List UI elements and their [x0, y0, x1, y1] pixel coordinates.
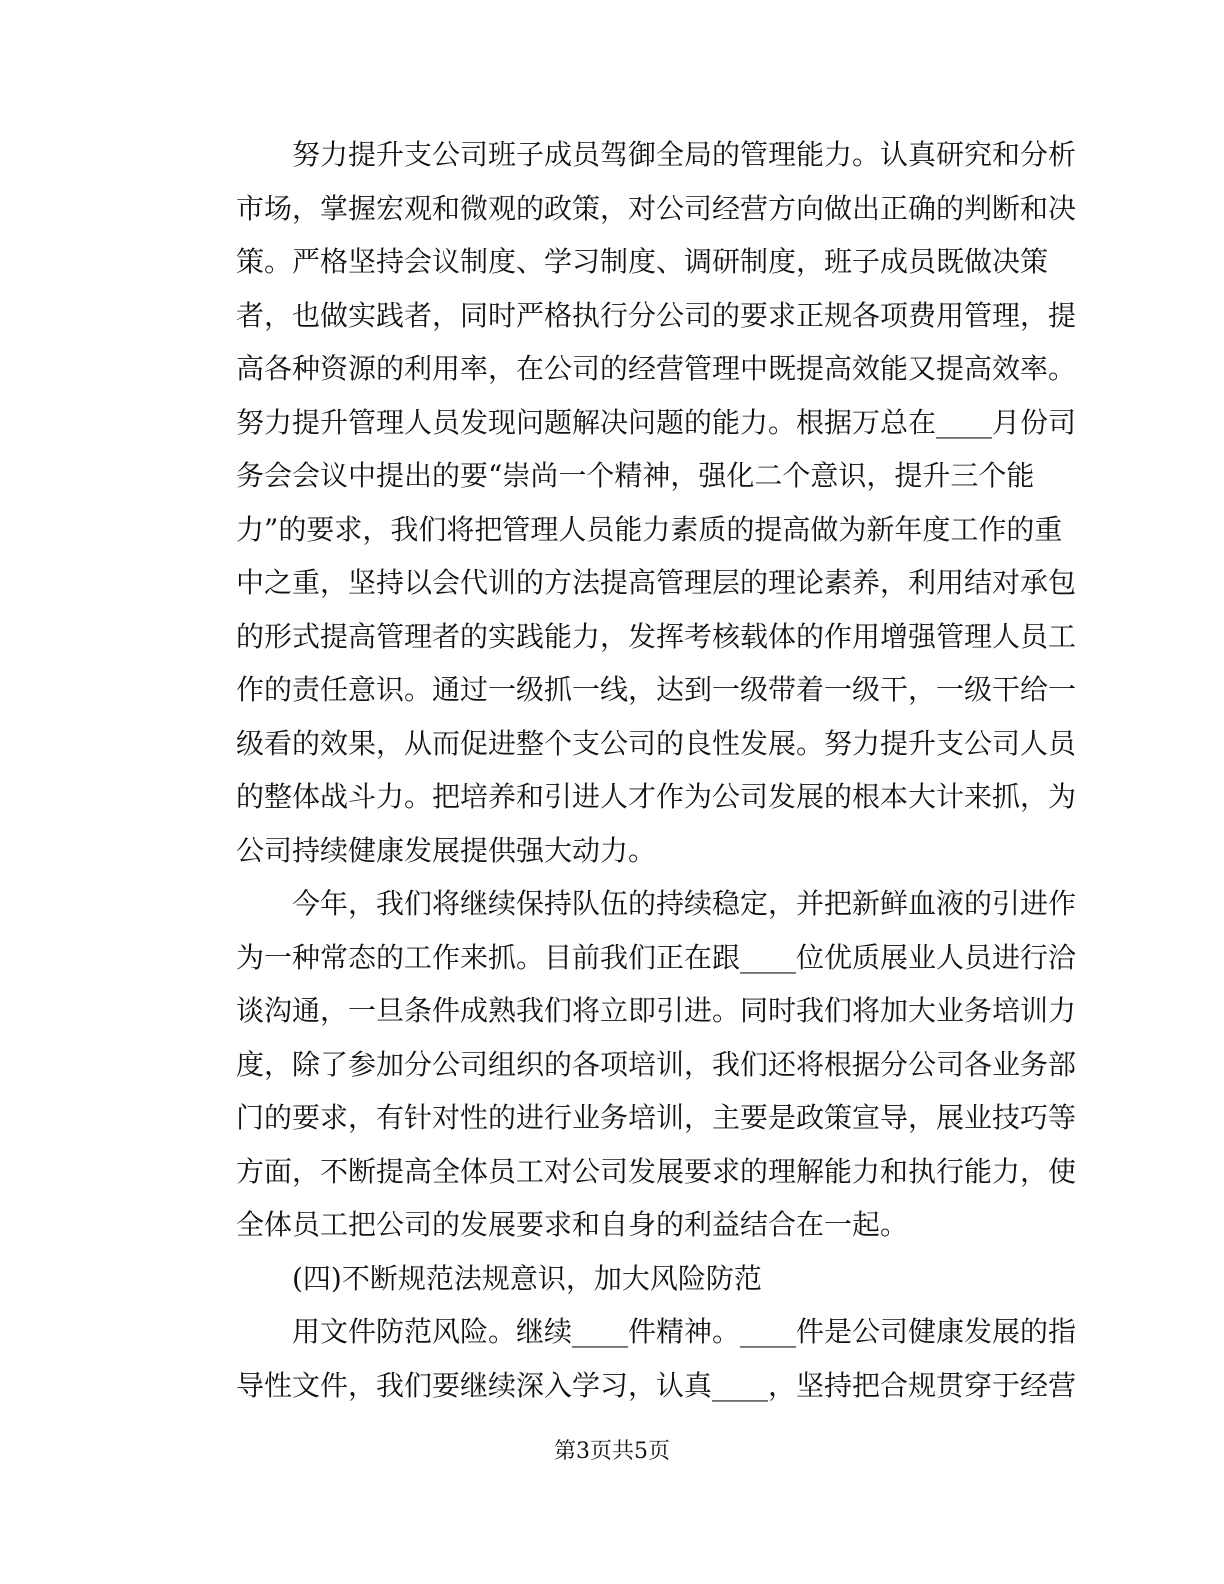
text-line: 者，也做实践者，同时严格执行分公司的要求正规各项费用管理，提 [236, 298, 1077, 332]
text-line: 全体员工把公司的发展要求和自身的利益结合在一起。 [236, 1208, 909, 1241]
section-heading [180, 1252, 1020, 1306]
text-line: 方面，不断提高全体员工对公司发展要求的理解能力和执行能力，使 [236, 1154, 1077, 1188]
text-line: 公司持续健康发展提供强大动力。 [236, 833, 657, 867]
text-line: 努力提升管理人员发现问题解决问题的能力。根据万总在____月份司 [236, 405, 1077, 439]
text-line: 高各种资源的利用率，在公司的经营管理中既提高效能又提高效率。 [236, 352, 1077, 385]
text-line: 策。严格坚持会议制度、学习制度、调研制度，班子成员既做决策 [236, 245, 1049, 278]
text-line: 务会会议中提出的要“崇尚一个精神，强化二个意识，提升三个能 [236, 459, 1035, 492]
text-line: 市场，掌握宏观和微观的政策，对公司经营方向做出正确的判断和决 [236, 191, 1077, 225]
page-number-footer: 第3页共5页 [554, 1439, 670, 1464]
text-line: 今年，我们将继续保持队伍的持续稳定，并把新鲜血液的引进作 [292, 887, 1077, 920]
paragraph-management [180, 128, 1077, 877]
text-line: 度，除了参加分公司组织的各项培训，我们还将根据分公司各业务部 [236, 1047, 1077, 1081]
text-line: 级看的效果，从而促进整个支公司的良性发展。努力提升支公司人员 [236, 726, 1077, 760]
text-line: 导性文件，我们要继续深入学习，认真____，坚持把合规贯穿于经营 [236, 1368, 1077, 1402]
text-line: 谈沟通，一旦条件成熟我们将立即引进。同时我们将加大业务培训力 [236, 994, 1077, 1027]
text-line: 努力提升支公司班子成员驾御全局的管理能力。认真研究和分析 [292, 138, 1077, 171]
text-line: 作的责任意识。通过一级抓一线，达到一级带着一级干，一级干给一 [236, 673, 1077, 706]
paragraph-risk-prevention [180, 1305, 1077, 1412]
text-line: 用文件防范风险。继续____件精神。____件是公司健康发展的指 [292, 1315, 1077, 1348]
text-line: (四)不断规范法规意识，加大风险防范 [292, 1261, 762, 1295]
text-line: 中之重，坚持以会代训的方法提高管理层的理论素养，利用结对承包 [236, 566, 1077, 599]
text-line: 门的要求，有针对性的进行业务培训，主要是政策宣导，展业技巧等 [236, 1101, 1077, 1134]
text-line: 的形式提高管理者的实践能力，发挥考核载体的作用增强管理人员工 [236, 619, 1077, 653]
text-line: 力”的要求，我们将把管理人员能力素质的提高做为新年度工作的重 [236, 512, 1063, 546]
text-line: 的整体战斗力。把培养和引进人才作为公司发展的根本大计来抓，为 [236, 780, 1077, 813]
text-line: 为一种常态的工作来抓。目前我们正在跟____位优质展业人员进行洽 [236, 940, 1077, 974]
document-body [180, 128, 1077, 1412]
paragraph-team-stability [180, 877, 1077, 1252]
